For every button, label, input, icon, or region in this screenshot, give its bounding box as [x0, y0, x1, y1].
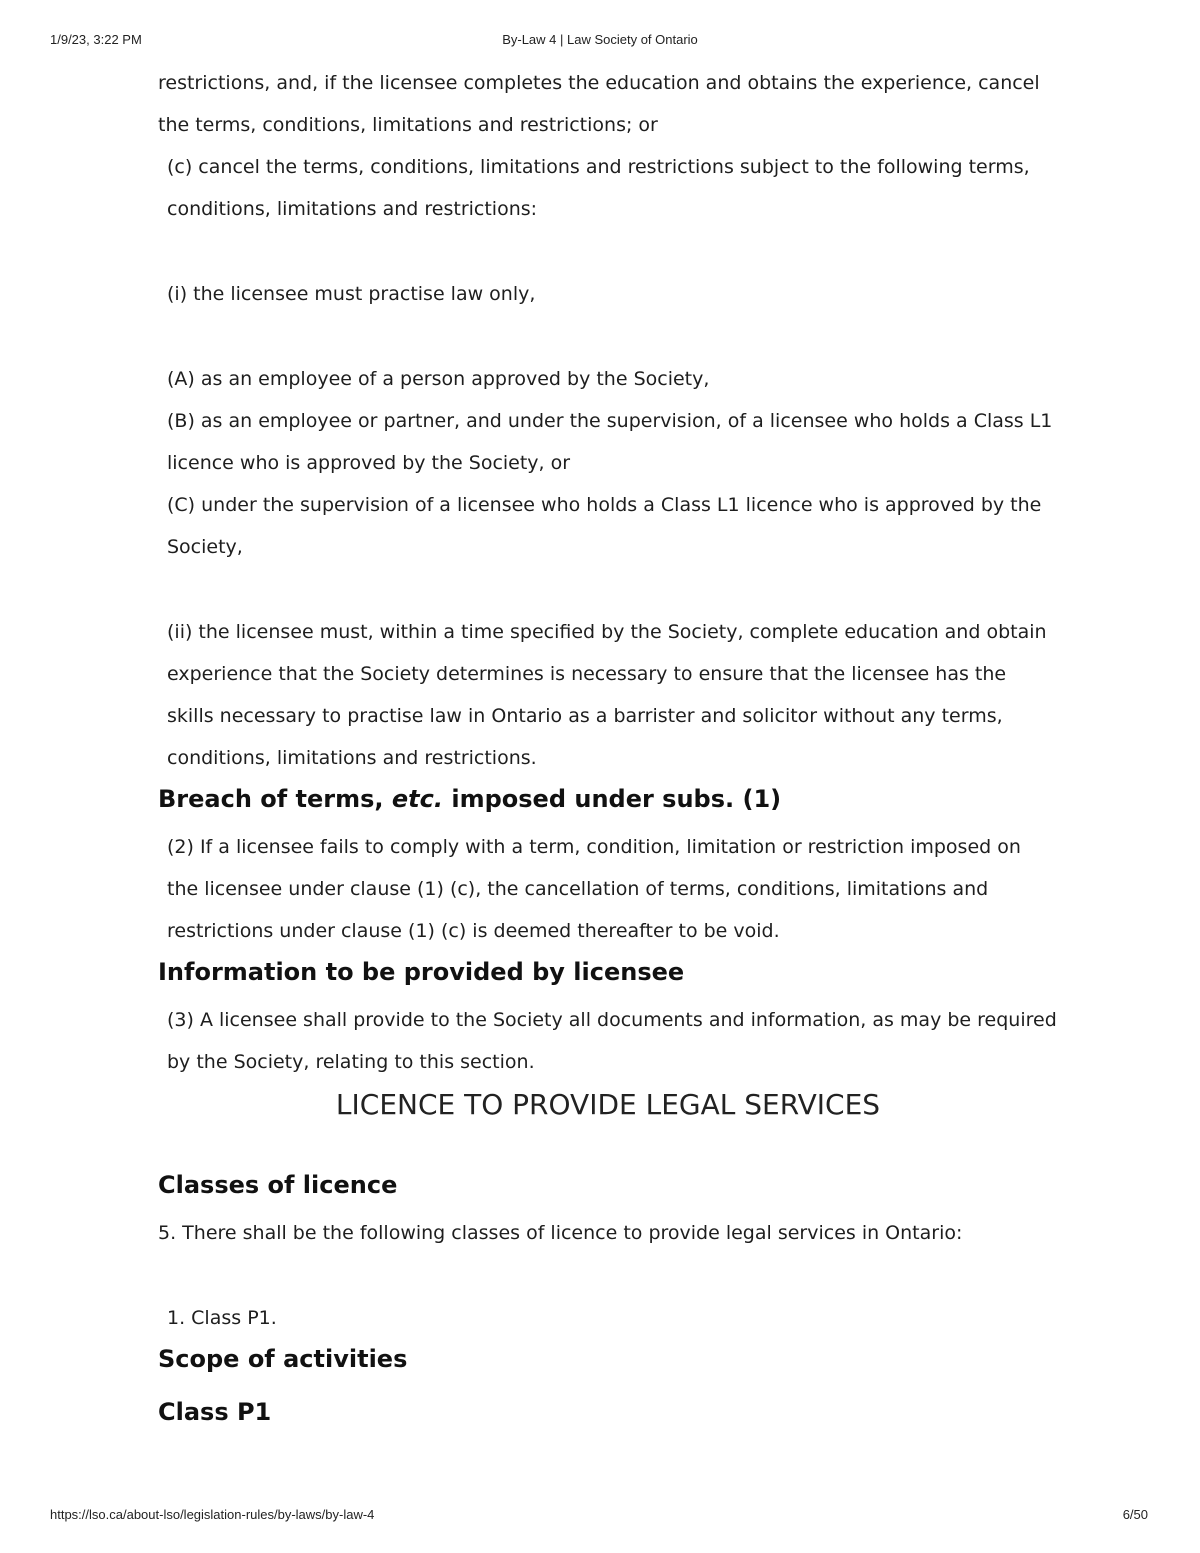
- subsection-3: (3) A licensee shall provide to the Society all documents and information, as may be required by the Society, relating to this section.: [167, 1009, 1057, 1073]
- list-item-class-p1: 1. Class P1.: [167, 1307, 277, 1329]
- subclause-c-supervision: (C) under the supervision of a licensee who holds a Class L1 licence who is approved by the Society,: [167, 494, 1042, 558]
- heading-classes-of-licence: Classes of licence: [158, 1171, 398, 1199]
- subclause-ii: (ii) the licensee must, within a time specified by the Society, complete education and obtain experience that the Society determines is necessary to ensure that the licensee has the skills necessary to practise law in Ontario as a barrister and solicitor without any terms, conditions, limitations and restrictions.: [167, 621, 1047, 769]
- heading-licence-legal-services: LICENCE TO PROVIDE LEGAL SERVICES: [335, 1088, 881, 1121]
- heading-class-p1: Class P1: [158, 1398, 272, 1426]
- print-url: https://lso.ca/about-lso/legislation-rules/by-laws/by-law-4: [50, 1507, 375, 1522]
- heading-breach-of-terms: [158, 779, 1058, 826]
- print-datetime: 1/9/23, 3:22 PM: [50, 32, 142, 47]
- heading-scope-of-activities: Scope of activities: [158, 1345, 408, 1373]
- document-body: [158, 62, 1058, 1439]
- subclause-i: (i) the licensee must practise law only,: [167, 283, 536, 305]
- print-page-title: By-Law 4 | Law Society of Ontario: [502, 32, 698, 47]
- subclause-a: (A) as an employee of a person approved by the Society,: [167, 368, 710, 390]
- heading-information-provided: Information to be provided by licensee: [158, 958, 685, 986]
- clause-c: (c) cancel the terms, conditions, limitations and restrictions subject to the following terms, conditions, limitations and restrictions:: [167, 156, 1030, 220]
- heading-breach-text-a: Breach of terms,: [158, 785, 392, 813]
- paragraph-restrictions-continued: restrictions, and, if the licensee completes the education and obtains the experience, cancel the terms, conditions, limitations and restrictions; or: [158, 72, 1040, 136]
- print-page-number: 6/50: [1122, 1507, 1148, 1522]
- heading-breach-text-b: imposed under subs. (1): [443, 785, 782, 813]
- heading-breach-text-etc: etc.: [391, 785, 443, 813]
- section-5: 5. There shall be the following classes of licence to provide legal services in Ontario:: [158, 1222, 963, 1244]
- subsection-2: (2) If a licensee fails to comply with a term, condition, limitation or restriction imposed on the licensee under clause (1) (c), the cancellation of terms, conditions, limitations and restrictions under clause (1) (c) is deemed thereafter to be void.: [167, 836, 1021, 942]
- subclause-b: (B) as an employee or partner, and under the supervision, of a licensee who holds a Class L1 licence who is approved by the Society, or: [167, 410, 1053, 474]
